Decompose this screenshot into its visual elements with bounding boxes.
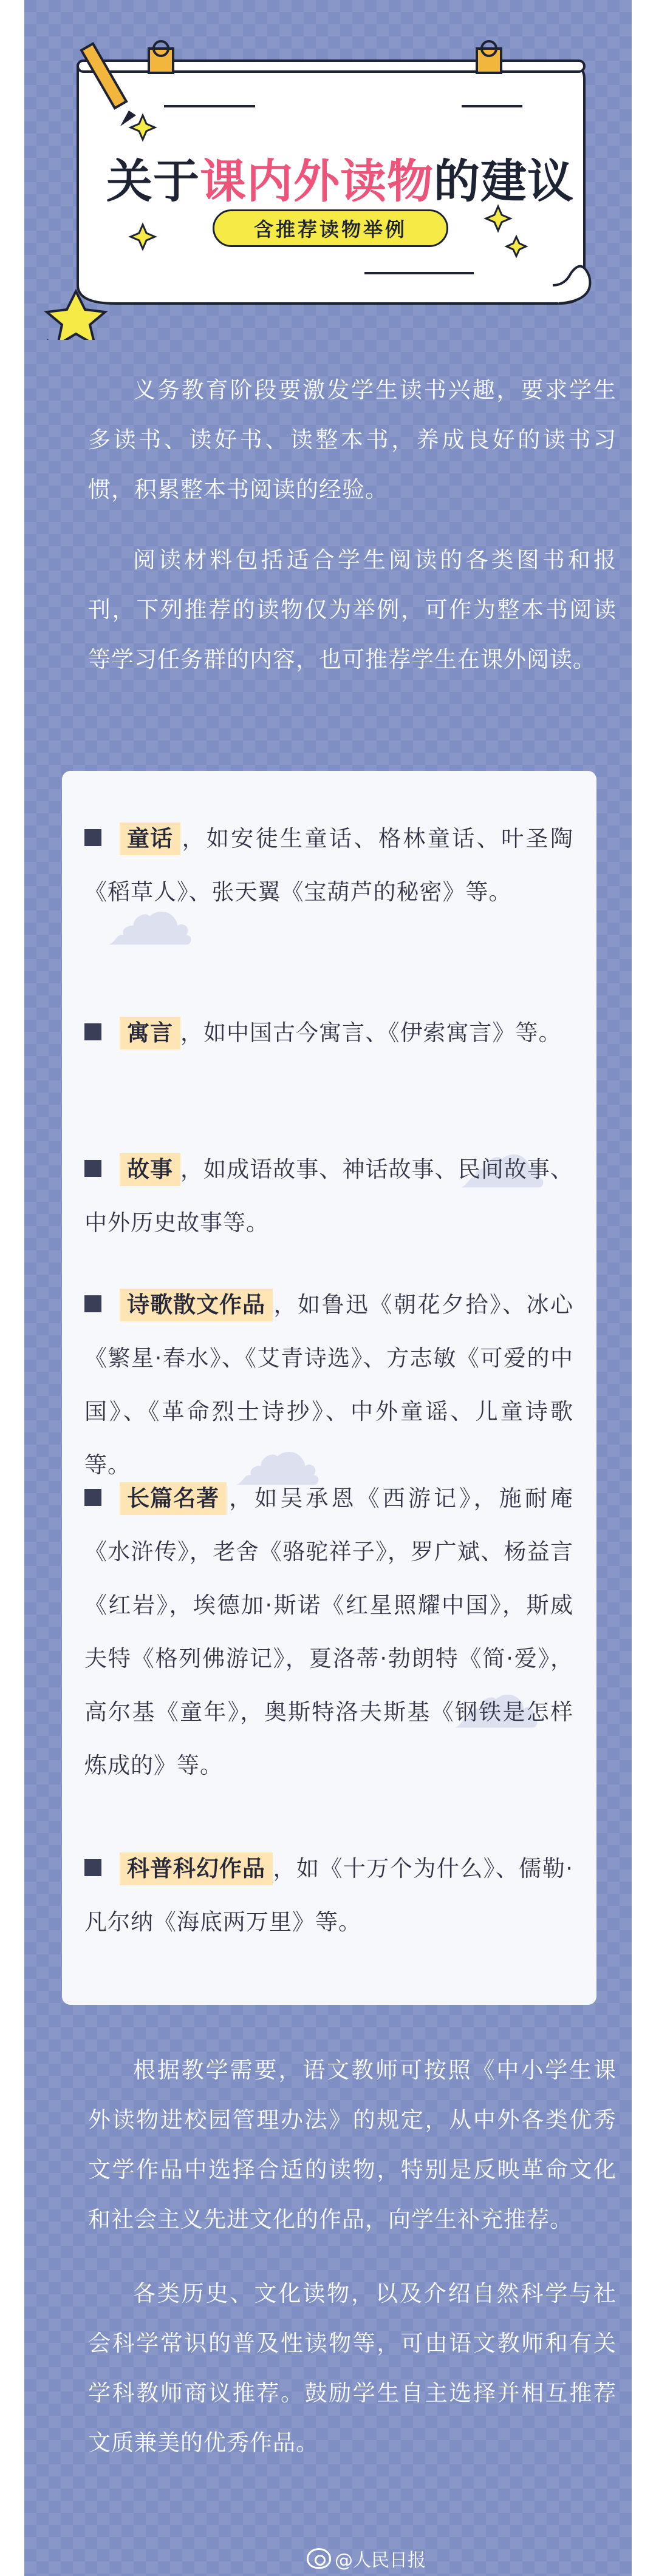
- category-tag: 童话: [120, 822, 180, 855]
- subtitle-text: 含推荐读物举例: [253, 218, 407, 241]
- source-text: @人民日报: [335, 2550, 426, 2571]
- recommendation-panel: [62, 771, 596, 2005]
- poster: [24, 0, 632, 2576]
- category-tag: 故事: [120, 1153, 180, 1186]
- outro-paragraph: 根据教学需要，语文教师可按照《中小学生课外读物进校园管理办法》的规定，从中外各类优秀文学作品中选择合适的读物，特别是反映革命文化和社会主义先进文化的作品，向学生补充推荐。: [88, 2057, 617, 2232]
- cloud-decoration-icon: ☁: [451, 1644, 542, 1749]
- item-text: ，如成语故事、神话故事、民间故事、中外历史故事等。: [84, 1156, 573, 1236]
- category-tag: 长篇名著: [120, 1482, 227, 1515]
- binder-clip-icon: [477, 41, 501, 73]
- cloud-decoration-icon: ☁: [232, 1401, 323, 1507]
- category-tag: 科普科幻作品: [120, 1852, 273, 1885]
- list-item: [84, 1472, 573, 1792]
- list-item: [84, 1278, 573, 1492]
- source-watermark: [307, 2545, 426, 2572]
- list-item: [84, 1006, 573, 1060]
- binder-clip-icon: [149, 41, 173, 73]
- item-text: ，如吴承恩《西游记》，施耐庵《水浒传》，老舍《骆驼祥子》，罗广斌、杨益言《红岩》，埃德加·斯诺《红星照耀中国》，斯威夫特《格列佛游记》，夏洛蒂·勃朗特《简·爱》，高尔基《童年》，奥斯特洛夫斯基《钢铁是怎样炼成的》等。: [84, 1485, 573, 1778]
- title-highlight: 课内外读物: [200, 154, 434, 208]
- bullet-icon: [84, 1160, 101, 1177]
- cloud-decoration-icon: ☁: [457, 1103, 548, 1209]
- bullet-icon: [84, 829, 101, 846]
- bullet-icon: [84, 1489, 101, 1506]
- bullet-icon: [84, 1859, 101, 1876]
- item-text: ，如《十万个为什么》、儒勒·凡尔纳《海底两万里》等。: [84, 1856, 573, 1935]
- item-text: ，如安徒生童话、格林童话、叶圣陶《稻草人》、张天翼《宝葫芦的秘密》等。: [84, 825, 573, 905]
- bullet-icon: [84, 1023, 101, 1040]
- list-item: [84, 812, 573, 919]
- list-item: [84, 1842, 573, 1949]
- item-text: ，如鲁迅《朝花夕拾》、冰心《繁星·春水》、《艾青诗选》、方志敏《可爱的中国》、《革命烈士诗抄》、中外童谣、儿童诗歌等。: [84, 1292, 573, 1478]
- subtitle-badge: [213, 209, 448, 247]
- cloud-decoration-icon: ☁: [104, 861, 196, 966]
- item-text: ，如中国古今寓言、《伊索寓言》等。: [180, 1020, 562, 1046]
- bullet-icon: [84, 1295, 101, 1312]
- intro-paragraph: 阅读材料包括适合学生阅读的各类图书和报刊，下列推荐的读物仅为举例，可作为整本书阅读等学习任务群的内容，也可推荐学生在课外阅读。: [88, 547, 617, 673]
- weibo-icon: [307, 2548, 331, 2569]
- list-item: [84, 1143, 573, 1250]
- outro-paragraph: 各类历史、文化读物，以及介绍自然科学与社会科学常识的普及性读物等，可由语文教师和有关学科教师商议推荐。鼓励学生自主选择并相互推荐文质兼美的优秀作品。: [88, 2280, 617, 2456]
- category-tag: 寓言: [120, 1017, 180, 1049]
- category-tag: 诗歌散文作品: [120, 1289, 273, 1321]
- intro-paragraph: 义务教育阶段要激发学生读书兴趣，要求学生多读书、读好书、读整本书，养成良好的读书习惯，积累整本书阅读的经验。: [88, 377, 617, 503]
- page-title: 关于课内外读物的建议: [106, 154, 574, 208]
